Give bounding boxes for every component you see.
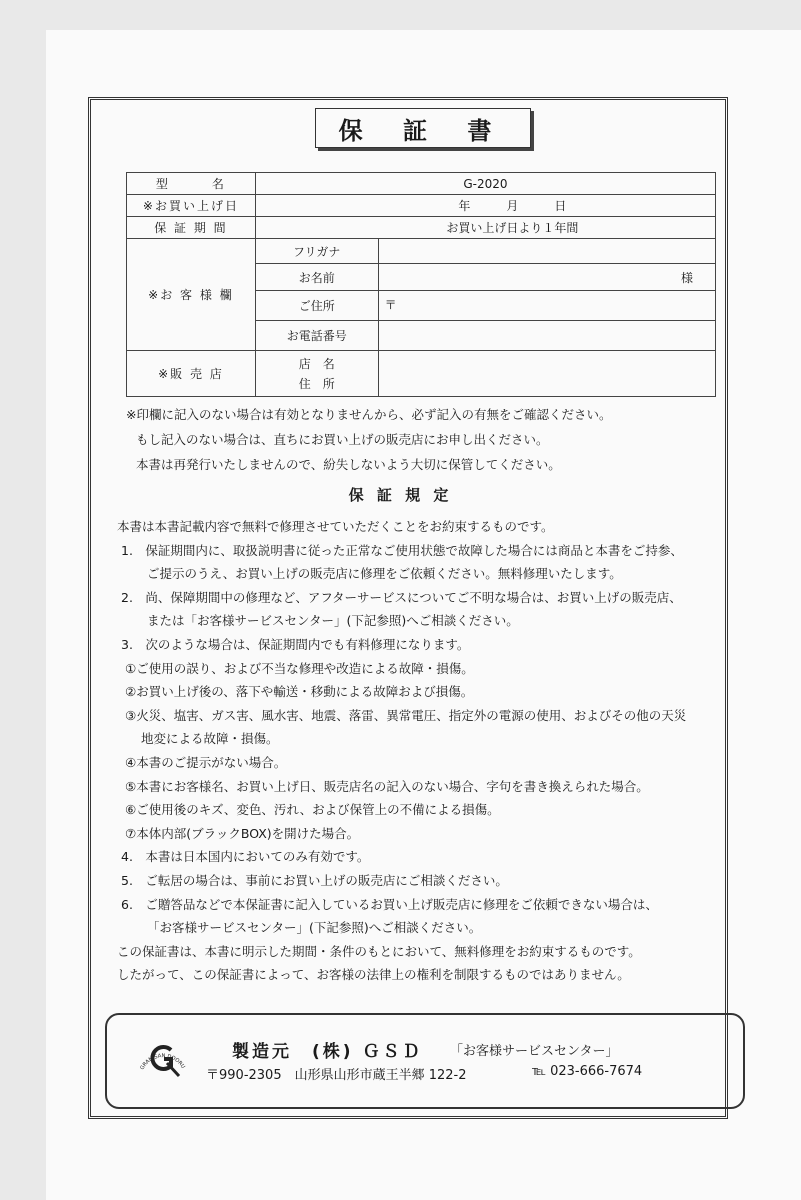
rule-item: 6. ご贈答品などで本保証書に記入しているお買い上げ販売店に修理をご依頼できない場合は、 (121, 896, 658, 912)
rules-closing: この保証書は、本書に明示した期間・条件のもとにおいて、無料修理をお約束するものです。 (117, 943, 641, 959)
furigana-field[interactable] (378, 239, 715, 264)
postal-mark: 〒 (384, 298, 397, 312)
purchase-date-field[interactable]: 年 月 日 (255, 195, 715, 217)
warranty-period-label: 保 証 期 間 (127, 217, 256, 239)
model-value: G-2020 (255, 173, 715, 195)
rules-closing: したがって、この保証書によって、お客様の法律上の権利を制限するものではありません。 (117, 967, 630, 983)
company-logo-icon (137, 1030, 189, 1082)
name-suffix: 様 (680, 270, 693, 285)
name-label: お名前 (255, 264, 378, 291)
rule-item-continued: 「お客様サービスセンター」(下記参照)へご相談ください。 (147, 920, 482, 936)
address-field[interactable] (378, 291, 715, 321)
name-field[interactable] (378, 264, 715, 291)
model-label: 型 名 (127, 173, 256, 195)
rule-subitem: ⑦本体内部(ブラックBOX)を開けた場合。 (125, 825, 360, 841)
note-line: もし記入のない場合は、直ちにお買い上げの販売店にお申し出ください。 (136, 432, 549, 447)
phone-label: お電話番号 (255, 321, 378, 351)
manufacturer-address: 〒990-2305 山形県山形市蔵王半郷 122-2 (206, 1068, 467, 1083)
store-section-label: ※販 売 店 (127, 351, 256, 397)
rule-item: 4. 本書は日本国内においてのみ有効です。 (121, 849, 370, 865)
warranty-period-row (127, 217, 716, 239)
phone-number: ℡ 023-666-7674 (532, 1064, 643, 1079)
rule-item-continued: ご提示のうえ、お買い上げの販売店に修理をご依頼ください。無料修理いたします。 (147, 566, 622, 582)
warranty-form-table (126, 172, 716, 397)
rules-block (117, 515, 727, 987)
warranty-period-value: お買い上げ日より１年間 (255, 217, 715, 239)
furigana-label: フリガナ (255, 239, 378, 264)
notes-block (126, 402, 716, 477)
address-label: ご住所 (255, 291, 378, 321)
manufacturer-name: 製造元 (株) ＧＳＤ (232, 1042, 423, 1062)
model-row (127, 173, 716, 195)
rule-subitem: ③火災、塩害、ガス害、風水害、地震、落雷、異常電圧、指定外の電源の使用、およびその他の天災 (125, 707, 687, 723)
rule-subitem: ⑤本書にお客様名、お買い上げ日、販売店名の記入のない場合、字句を書き換えられた場合。 (125, 778, 649, 794)
rule-subitem-continued: 地変による故障・損傷。 (141, 731, 279, 747)
store-name-label: 店 名 (298, 356, 335, 371)
rule-item: 5. ご転居の場合は、事前にお買い上げの販売店にご相談ください。 (121, 872, 508, 888)
rule-item: 2. 尚、保障期間中の修理など、アフターサービスについてご不明な場合は、お買い上げの販売店、 (121, 589, 682, 605)
rule-item: 1. 保証期間内に、取扱説明書に従った正常なご使用状態で故障した場合には商品と本書をご持参、 (121, 542, 683, 558)
rules-title: 保 証 規 定 (348, 486, 453, 504)
rule-item: 3. 次のような場合は、保証期間内でも有料修理になります。 (121, 636, 470, 652)
page-title: 保 証 書 (315, 108, 531, 148)
rule-item-continued: または「お客様サービスセンター」(下記参照)へご相談ください。 (147, 613, 519, 629)
purchase-date-row (127, 195, 716, 217)
store-address-label: 住 所 (298, 376, 335, 391)
note-line: 本書は再発行いたしませんので、紛失しないよう大切に保管してください。 (136, 457, 561, 472)
note-line: ※印欄に記入のない場合は有効となりませんから、必ず記入の有無をご確認ください。 (126, 407, 612, 422)
logo-wordmark: GRAN SAN DOORU (139, 1053, 186, 1071)
purchase-date-label: ※お買い上げ日 (127, 195, 256, 217)
rule-subitem: ②お買い上げ後の、落下や輸送・移動による故障および損傷。 (125, 684, 474, 700)
phone-field[interactable] (378, 321, 715, 351)
rules-intro: 本書は本書記載内容で無料で修理させていただくことをお約束するものです。 (117, 519, 554, 534)
manufacturer-box (105, 1013, 745, 1109)
customer-section-label: ※お 客 様 欄 (127, 239, 256, 351)
store-row (127, 351, 716, 397)
service-center-label: 「お客様サービスセンター」 (450, 1044, 619, 1059)
rule-subitem: ④本書のご提示がない場合。 (125, 754, 287, 770)
store-field[interactable] (378, 351, 715, 397)
rule-subitem: ①ご使用の誤り、および不当な修理や改造による故障・損傷。 (125, 660, 474, 676)
store-labels (255, 351, 378, 397)
furigana-row (127, 239, 716, 264)
rule-subitem: ⑥ご使用後のキズ、変色、汚れ、および保管上の不備による損傷。 (125, 802, 500, 818)
